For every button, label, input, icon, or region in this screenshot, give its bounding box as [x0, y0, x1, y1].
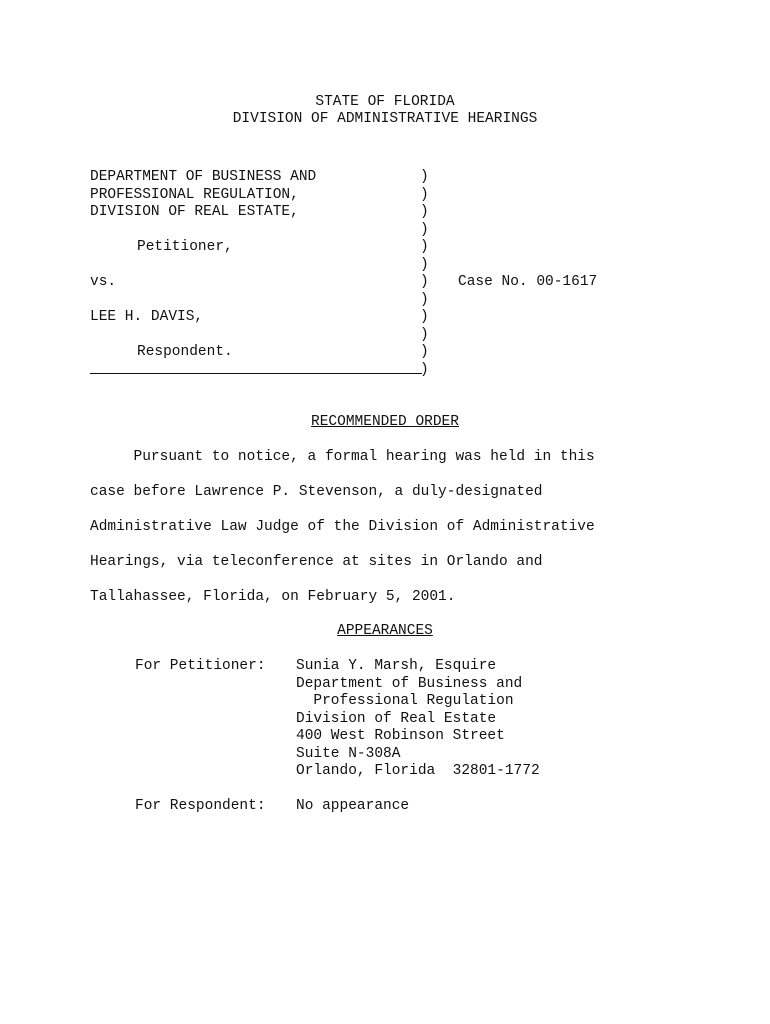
caption-rule: [90, 373, 422, 374]
caption-paren: ): [420, 309, 429, 325]
case-number: Case No. 00-1617: [458, 274, 598, 290]
caption-paren: ): [420, 239, 429, 255]
body-line: Pursuant to notice, a formal hearing was held in this: [90, 449, 595, 465]
caption-paren: ): [420, 274, 429, 290]
body-line: Tallahassee, Florida, on February 5, 2001.: [90, 589, 456, 605]
petitioner-counsel-line: Division of Real Estate: [296, 711, 497, 727]
respondent-appearance-value: No appearance: [296, 798, 410, 814]
body-line: case before Lawrence P. Stevenson, a duly-designated: [90, 484, 543, 500]
respondent-role: Respondent.: [137, 344, 233, 360]
order-title: [0, 414, 770, 431]
petitioner-name-line: PROFESSIONAL REGULATION,: [90, 187, 299, 203]
petitioner-counsel-line: Professional Regulation: [296, 693, 514, 709]
caption-paren: ): [420, 344, 429, 360]
division-heading: DIVISION OF ADMINISTRATIVE HEARINGS: [232, 111, 538, 127]
caption-paren: ): [420, 327, 429, 343]
petitioner-counsel-line: Sunia Y. Marsh, Esquire: [296, 658, 497, 674]
caption-paren: ): [420, 257, 429, 273]
petitioner-counsel-line: 400 West Robinson Street: [296, 728, 505, 744]
petitioner-name-line: DIVISION OF REAL ESTATE,: [90, 204, 299, 220]
caption-paren: ): [420, 292, 429, 308]
petitioner-appearance-label: For Petitioner:: [135, 658, 266, 674]
caption-paren: ): [420, 187, 429, 203]
caption-paren: ): [420, 169, 429, 185]
petitioner-name-line: DEPARTMENT OF BUSINESS AND: [90, 169, 317, 185]
petitioner-role: Petitioner,: [137, 239, 233, 255]
versus-label: vs.: [90, 274, 117, 290]
petitioner-counsel-line: Orlando, Florida 32801-1772: [296, 763, 540, 779]
petitioner-counsel-line: Department of Business and: [296, 676, 523, 692]
body-line: Administrative Law Judge of the Division of Administrative: [90, 519, 595, 535]
order-title-text: RECOMMENDED ORDER: [311, 414, 459, 430]
respondent-name: LEE H. DAVIS,: [90, 309, 204, 325]
appearances-title-text: APPEARANCES: [337, 623, 433, 639]
body-line: Hearings, via teleconference at sites in Orlando and: [90, 554, 543, 570]
caption-paren: ): [420, 362, 429, 378]
respondent-appearance-label: For Respondent:: [135, 798, 266, 814]
state-heading: STATE OF FLORIDA: [315, 94, 455, 110]
caption-paren: ): [420, 222, 429, 238]
caption-paren: ): [420, 204, 429, 220]
petitioner-counsel-line: Suite N-308A: [296, 746, 401, 762]
appearances-title: [0, 623, 770, 640]
